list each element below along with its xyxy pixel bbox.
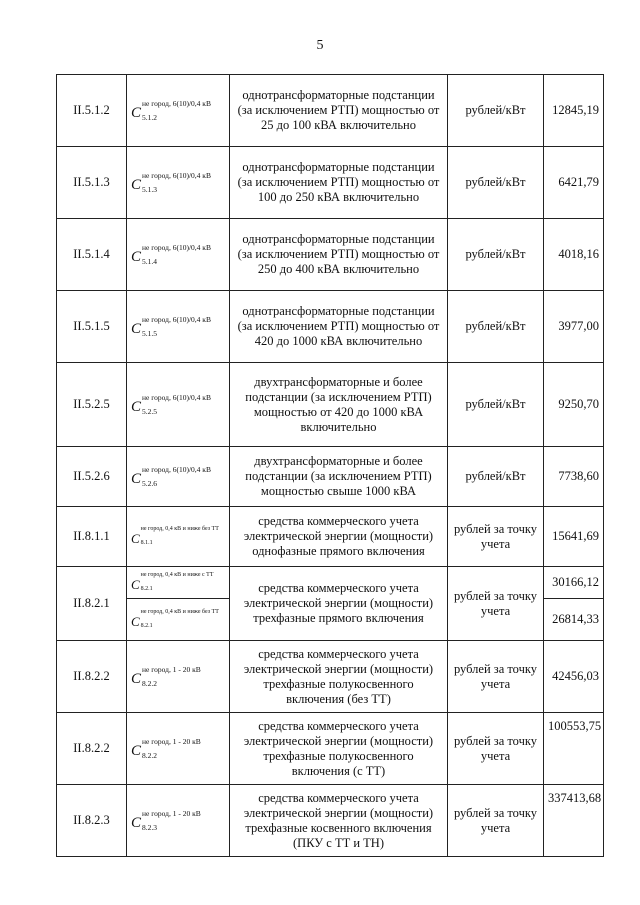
symbol-indices [142,737,201,760]
row-value: 15641,69 [544,507,604,567]
row-code: II.5.1.4 [57,219,127,291]
symbol-subscript: 8.2.3 [142,823,158,832]
table-row [57,75,604,147]
row-symbol [127,713,230,785]
table-row [57,641,604,713]
row-description: однотрансформаторные подстанции (за исключением РТП) мощностью от 250 до 400 кВА включительно [230,219,448,291]
row-symbol [127,291,230,363]
row-description: средства коммерческого учета электрической энергии (мощности) трехфазные полукосвенного включения (без ТТ) [230,641,448,713]
symbol-letter: C [131,577,140,592]
table-row [57,291,604,363]
row-symbol [127,599,230,641]
row-code: II.5.1.3 [57,147,127,219]
symbol-indices [142,171,211,194]
symbol-superscript: не город, 1 - 20 кВ [142,809,201,818]
symbol-superscript: не город, 0,4 кВ и ниже с ТТ [140,572,214,578]
symbol-superscript: не город, 6(10)/0,4 кВ [142,171,211,180]
row-unit: рублей за точку учета [448,641,544,713]
row-symbol [127,641,230,713]
row-value: 4018,16 [544,219,604,291]
symbol-subscript: 5.1.5 [142,329,158,338]
table-row [57,447,604,507]
row-code: II.8.1.1 [57,507,127,567]
row-code: II.8.2.3 [57,785,127,857]
row-unit: рублей за точку учета [448,507,544,567]
symbol-subscript: 5.1.4 [142,257,158,266]
row-symbol [127,507,230,567]
row-symbol [127,447,230,507]
row-value: 42456,03 [544,641,604,713]
table-row [57,219,604,291]
tariff-symbol [131,809,201,832]
table-row [57,785,604,857]
symbol-letter: C [131,815,142,831]
row-description: средства коммерческого учета электрической энергии (мощности) трехфазные полукосвенного включения (с ТТ) [230,713,448,785]
symbol-indices [142,665,201,688]
row-symbol [127,219,230,291]
symbol-letter: C [131,399,142,415]
row-unit: рублей за точку учета [448,713,544,785]
symbol-subscript: 8.1.1 [140,540,153,546]
row-value: 337413,68 [544,785,604,857]
symbol-letter: C [131,105,142,121]
symbol-subscript: 5.2.6 [142,479,158,488]
symbol-letter: C [131,671,142,687]
symbol-subscript: 8.2.2 [142,751,158,760]
symbol-letter: C [131,321,142,337]
symbol-indices [142,315,211,338]
symbol-superscript: не город, 6(10)/0,4 кВ [142,99,211,108]
tariff-symbol [131,171,211,194]
row-unit: рублей/кВт [448,75,544,147]
tariff-symbol [131,608,219,631]
symbol-subscript: 5.1.2 [142,113,158,122]
symbol-letter: C [131,531,140,546]
row-description: двухтрансформаторные и более подстанции (за исключением РТП) мощностью от 420 до 1000 кВА включительно [230,363,448,447]
row-description: однотрансформаторные подстанции (за исключением РТП) мощностью от 25 до 100 кВА включительно [230,75,448,147]
row-description: средства коммерческого учета электрической энергии (мощности) однофазные прямого включения [230,507,448,567]
symbol-subscript: 8.2.1 [140,586,153,592]
row-symbol [127,785,230,857]
symbol-superscript: не город, 6(10)/0,4 кВ [142,315,211,324]
table-row [57,363,604,447]
row-value: 6421,79 [544,147,604,219]
symbol-indices [142,809,201,832]
symbol-letter: C [131,614,140,629]
row-unit: рублей/кВт [448,147,544,219]
table-row [57,713,604,785]
row-unit: рублей/кВт [448,219,544,291]
symbol-letter: C [131,743,142,759]
table-row [57,567,604,599]
symbol-indices [141,608,219,631]
tariff-symbol [131,571,214,594]
symbol-superscript: не город, 0,4 кВ и ниже без ТТ [140,526,219,532]
symbol-letter: C [131,471,142,487]
row-code: II.8.2.2 [57,713,127,785]
row-code: II.5.1.2 [57,75,127,147]
symbol-superscript: не город, 6(10)/0,4 кВ [142,243,211,252]
symbol-subscript: 8.2.1 [140,623,153,629]
tariff-symbol [131,393,211,416]
table-row [57,147,604,219]
symbol-indices [141,525,219,548]
symbol-subscript: 5.1.3 [142,185,158,194]
symbol-superscript: не город, 1 - 20 кВ [142,737,201,746]
row-unit: рублей/кВт [448,291,544,363]
tariff-table [56,74,604,857]
symbol-letter: C [131,249,142,265]
symbol-indices [142,393,211,416]
symbol-superscript: не город, 6(10)/0,4 кВ [142,393,211,402]
row-symbol [127,147,230,219]
row-code: II.5.2.5 [57,363,127,447]
symbol-indices [142,243,211,266]
table-row [57,507,604,567]
tariff-symbol [131,525,219,548]
row-value: 3977,00 [544,291,604,363]
row-code: II.5.2.6 [57,447,127,507]
tariff-symbol [131,315,211,338]
symbol-subscript: 8.2.2 [142,679,158,688]
tariff-symbol [131,99,211,122]
row-description: средства коммерческого учета электрической энергии (мощности) трехфазные косвенного включения (ПКУ с ТТ и ТН) [230,785,448,857]
row-value: 26814,33 [544,599,604,641]
row-code: II.8.2.1 [57,567,127,641]
row-value: 9250,70 [544,363,604,447]
row-symbol [127,363,230,447]
row-value: 12845,19 [544,75,604,147]
row-value: 100553,75 [544,713,604,785]
row-description: средства коммерческого учета электрической энергии (мощности) трехфазные прямого включения [230,567,448,641]
row-code: II.5.1.5 [57,291,127,363]
row-unit: рублей/кВт [448,447,544,507]
row-unit: рублей/кВт [448,363,544,447]
symbol-indices [142,465,211,488]
symbol-letter: C [131,177,142,193]
symbol-superscript: не город, 0,4 кВ и ниже без ТТ [140,609,219,615]
tariff-symbol [131,465,211,488]
row-description: двухтрансформаторные и более подстанции (за исключением РТП) мощностью свыше 1000 кВА [230,447,448,507]
tariff-symbol [131,737,201,760]
tariff-symbol [131,243,211,266]
symbol-superscript: не город, 1 - 20 кВ [142,665,201,674]
row-value: 7738,60 [544,447,604,507]
row-symbol [127,567,230,599]
tariff-symbol [131,665,201,688]
row-unit: рублей за точку учета [448,567,544,641]
symbol-indices [142,99,211,122]
symbol-indices [141,571,214,594]
symbol-subscript: 5.2.5 [142,407,158,416]
symbol-superscript: не город, 6(10)/0,4 кВ [142,465,211,474]
row-description: однотрансформаторные подстанции (за исключением РТП) мощностью от 100 до 250 кВА включительно [230,147,448,219]
row-description: однотрансформаторные подстанции (за исключением РТП) мощностью от 420 до 1000 кВА включительно [230,291,448,363]
page-number: 5 [316,38,324,53]
row-unit: рублей за точку учета [448,785,544,857]
row-symbol [127,75,230,147]
row-value: 30166,12 [544,567,604,599]
row-code: II.8.2.2 [57,641,127,713]
